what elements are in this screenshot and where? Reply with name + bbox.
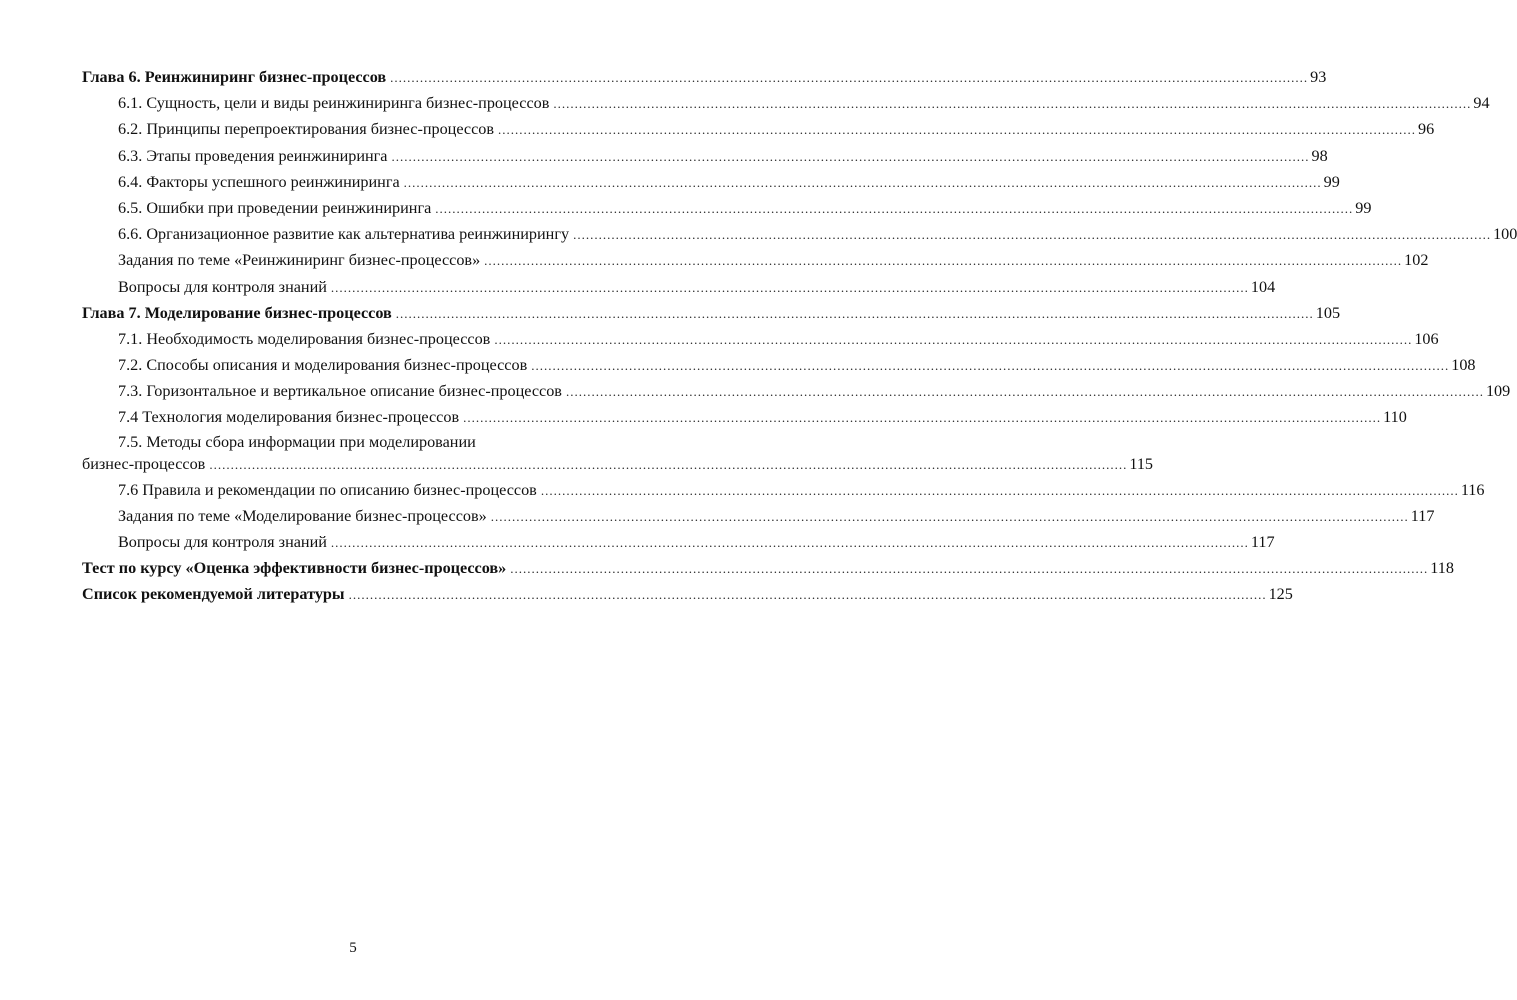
toc-entry-7-6[interactable]	[82, 477, 1485, 503]
toc-entry-title: 6.5. Ошибки при проведении реинжиниринга	[118, 198, 432, 217]
dot-leader	[491, 504, 1409, 530]
toc-entry-page: 115	[1129, 454, 1154, 473]
toc-entry-page: 117	[1410, 506, 1435, 525]
toc-entry-title: 7.1. Необходимость моделирования бизнес-процессов	[118, 329, 491, 348]
dot-leader	[463, 405, 1381, 431]
dot-leader	[404, 170, 1322, 196]
toc-entry-6-6[interactable]	[82, 221, 1517, 247]
toc-entry-6-3[interactable]	[82, 143, 1328, 169]
toc-entry-page: 106	[1414, 329, 1439, 348]
dot-leader	[566, 379, 1484, 405]
toc-entry-title: Глава 6. Реинжиниринг бизнес-процессов	[82, 68, 387, 86]
dot-leader	[349, 582, 1267, 608]
toc-entry-bibliography[interactable]	[82, 581, 1293, 607]
toc-entry-page: 100	[1493, 225, 1517, 244]
page-number: 5	[349, 940, 357, 956]
dot-leader	[510, 556, 1428, 582]
toc-entry-title: Тест по курсу «Оценка эффективности бизнес-процессов»	[82, 559, 507, 578]
toc-entry-6-4[interactable]	[82, 169, 1340, 195]
toc-entry-page: 93	[1310, 68, 1327, 86]
toc-entry-page: 99	[1323, 172, 1340, 191]
toc-entry-title: Задания по теме «Моделирование бизнес-процессов»	[118, 506, 487, 525]
dot-leader	[331, 530, 1249, 556]
toc-entry-6-2[interactable]	[82, 116, 1435, 142]
toc-entry-page: 118	[1430, 559, 1454, 578]
toc-entry-7-3[interactable]	[82, 378, 1511, 404]
dot-leader	[390, 65, 1308, 91]
toc-entry-6-1[interactable]	[82, 90, 1490, 116]
dot-leader	[494, 327, 1412, 353]
toc-entry-title: 7.3. Горизонтальное и вертикальное описание бизнес-процессов	[118, 382, 562, 401]
toc-entry-page: 94	[1473, 94, 1490, 113]
toc-entry-title: 6.6. Организационное развитие как альтернатива реинжинирингу	[118, 225, 570, 244]
toc-entry-7-4[interactable]	[82, 404, 1407, 430]
toc-entry-title: 7.2. Способы описания и моделирования бизнес-процессов	[118, 356, 528, 375]
toc-entry-title: 6.1. Сущность, цели и виды реинжиниринга бизнес-процессов	[118, 94, 550, 113]
toc-entry-title: 7.6 Правила и рекомендации по описанию бизнес-процессов	[118, 480, 537, 499]
dot-leader	[553, 91, 1471, 117]
toc-entry-title: 6.3. Этапы проведения реинжиниринга	[118, 146, 388, 165]
toc-entry-7-2[interactable]	[82, 352, 1476, 378]
toc-entry-page: 109	[1485, 382, 1511, 401]
toc-entry-title: Вопросы для контроля знаний	[118, 277, 327, 296]
dot-leader	[435, 196, 1353, 222]
toc-entry-page: 117	[1250, 533, 1275, 551]
toc-entry-title: Вопросы для контроля знаний	[118, 533, 327, 551]
dot-leader	[573, 222, 1491, 248]
toc-entry-6-5[interactable]	[82, 195, 1372, 221]
toc-entry-questions-6[interactable]	[82, 274, 1276, 300]
toc-entry-page: 110	[1383, 408, 1407, 427]
toc-entry-title: Глава 7. Моделирование бизнес-процессов	[82, 303, 392, 322]
toc-entry-title-line2-row	[82, 453, 1154, 476]
toc-entry-title-line1: 7.5. Методы сбора информации при моделировании	[118, 432, 476, 451]
dot-leader	[396, 301, 1314, 327]
toc-entry-7-1[interactable]	[82, 326, 1439, 352]
toc-entry-course-test[interactable]	[82, 555, 1454, 581]
toc-entry-page: 96	[1418, 120, 1435, 139]
dot-leader	[498, 117, 1416, 143]
toc-entry-title: Список рекомендуемой литературы	[82, 585, 345, 604]
toc-entry-title-line2: бизнес-процессов	[82, 454, 206, 473]
toc-entry-title: 6.4. Факторы успешного реинжиниринга	[118, 172, 400, 191]
toc-entry-page: 116	[1460, 480, 1485, 499]
toc-entry-title: 6.2. Принципы перепроектирования бизнес-процессов	[118, 120, 495, 139]
dot-leader	[209, 454, 1127, 476]
toc-entry-7-5[interactable]	[82, 431, 1154, 477]
toc-entry-title: Задания по теме «Реинжиниринг бизнес-процессов»	[118, 251, 481, 270]
dot-leader	[391, 144, 1309, 170]
toc-entry-page: 105	[1315, 303, 1341, 322]
toc-entry-page: 99	[1355, 198, 1372, 217]
toc-entry-page: 108	[1451, 356, 1476, 375]
toc-entry-chapter-6[interactable]	[82, 64, 1327, 90]
toc-entry-page: 104	[1250, 277, 1276, 296]
toc-entry-title: 7.4 Технология моделирования бизнес-процессов	[118, 408, 460, 427]
dot-leader	[331, 275, 1249, 301]
dot-leader	[484, 248, 1402, 274]
dot-leader	[541, 478, 1459, 504]
toc-entry-page: 98	[1311, 146, 1328, 165]
toc-entry-page: 125	[1268, 585, 1293, 604]
dot-leader	[531, 353, 1449, 379]
toc-entry-page: 102	[1404, 251, 1429, 270]
toc-entry-tasks-7[interactable]	[82, 503, 1435, 529]
toc-entry-questions-7[interactable]	[82, 529, 1275, 555]
toc-entry-tasks-6[interactable]	[82, 247, 1429, 273]
table-of-contents	[82, 64, 1517, 608]
toc-entry-chapter-7[interactable]	[82, 300, 1341, 326]
